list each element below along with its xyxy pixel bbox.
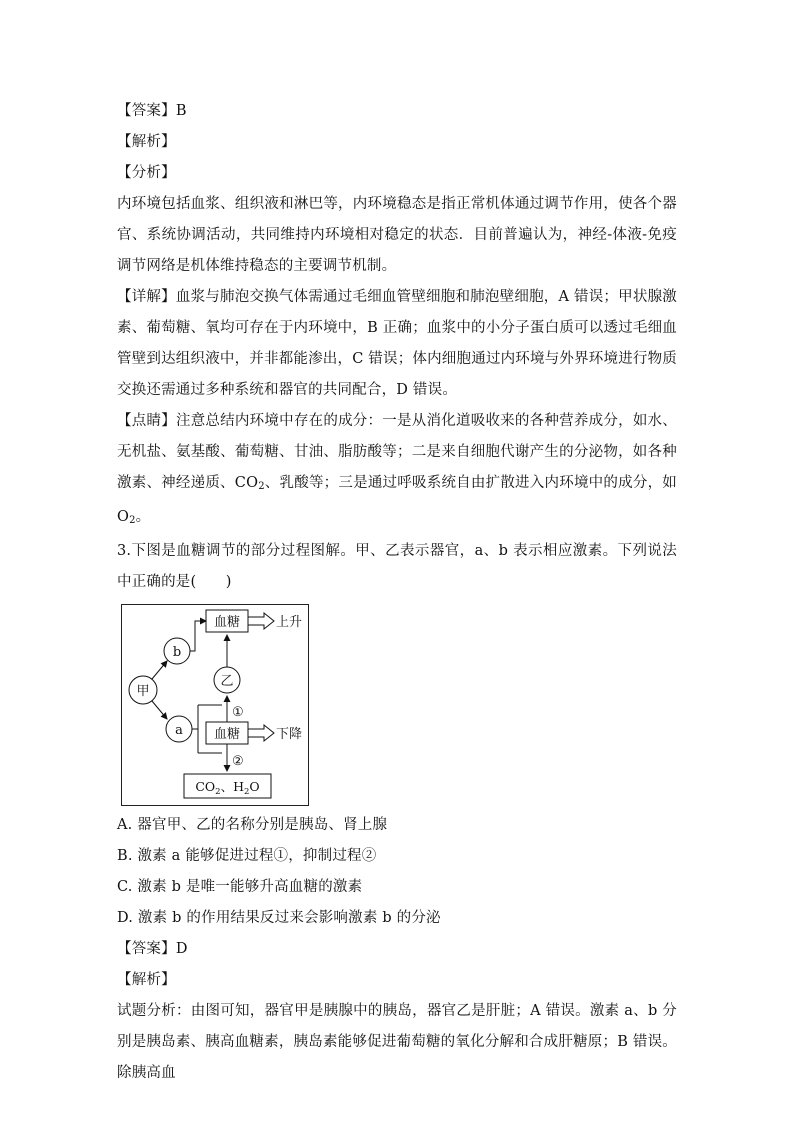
- q3-analysis-text: 试题分析：由图可知，器官甲是胰腺中的胰岛，器官乙是肝脏；A 错误。激素 a、b 分别是胰岛素、胰高血糖素，胰岛素能够促进葡萄糖的氧化分解和合成肝糖原；B 错误。除胰高血: [117, 1003, 677, 1081]
- text-node-a: a: [175, 723, 183, 738]
- arrow-jia-to-a: [152, 701, 167, 719]
- text-products-h2o-sub: 2: [243, 787, 250, 797]
- dianjing-co2-sub: 2: [258, 481, 265, 492]
- q3-answer-value: D: [175, 941, 188, 957]
- analysis-heading: 【解析】: [117, 134, 176, 150]
- text-products-co2-sub: 2: [215, 787, 221, 797]
- dianjing-text-2: 、乳酸等；三是通过呼吸系统自由扩散进入内环境中的成分，如 O: [117, 475, 677, 525]
- text-up: 上升: [276, 615, 303, 630]
- text-products-o: O: [249, 779, 260, 794]
- dianjing-text-1: 注意总结内环境中存在的成分：一是从消化道吸收来的各种营养成分，如水、无机盐、氨基酸、葡萄糖、甘油、脂肪酸等；二是来自细胞代谢产生的分泌物，如各种激素、神经递质、: [117, 413, 677, 491]
- option-b: B. 激素 a 能够促进过程①，抑制过程②: [117, 848, 377, 864]
- text-node-jia: 甲: [136, 684, 150, 699]
- text-process-2: ②: [232, 754, 244, 769]
- q3-answer-tag: 【答案】: [117, 941, 176, 957]
- text-box-mid: 血糖: [213, 727, 241, 742]
- dianjing-paragraph: [117, 406, 677, 536]
- text-products: [195, 779, 259, 797]
- blood-sugar-diagram: [121, 604, 309, 806]
- fenxi-heading: 【分析】: [117, 165, 176, 181]
- q3-analysis-heading: 【解析】: [117, 972, 176, 988]
- answer-line: [117, 96, 677, 127]
- q3-answer-line: [117, 934, 677, 965]
- option-a: A. 器官甲、乙的名称分别是胰岛、肾上腺: [117, 817, 388, 833]
- fenxi-text: 内环境包括血浆、组织液和淋巴等，内环境稳态是指正常机体通过调节作用，使各个器官、系统协调活动，共同维持内环境相对稳定的状态．目前普遍认为，神经-体液-免疫调节网络是机体维持稳态的主要调节机制。: [117, 196, 677, 274]
- text-down: 下降: [276, 727, 303, 742]
- text-products-sep: 、H: [220, 779, 244, 794]
- xiangjie-text: 血浆与肺泡交换气体需通过毛细血管壁细胞和肺泡壁细胞，A 错误；甲状腺激素、葡萄糖、氧均可存在于内环境中，B 正确；血浆中的小分子蛋白质可以透过毛细血管壁到达组织液中，并非都能渗出，C 错误；体内细胞通过内环境与外界环境进行物质交换还需通过多种系统和器官的共同配合，D 错误。: [117, 289, 678, 398]
- document-page: [117, 96, 677, 1089]
- arrow-b-to-top-box: [190, 621, 206, 651]
- hollow-arrow-up: [248, 613, 274, 629]
- option-c: C. 激素 b 是唯一能够升高血糖的激素: [117, 879, 363, 895]
- dianjing-text-3: 。: [135, 509, 151, 525]
- xiangjie-tag: 【详解】: [117, 289, 176, 305]
- dianjing-tag: 【点睛】: [117, 413, 176, 429]
- option-d: D. 激素 b 的作用结果反过来会影响激素 b 的分泌: [117, 910, 441, 926]
- dianjing-o2-sub: 2: [129, 515, 136, 526]
- text-node-b: b: [172, 645, 182, 660]
- text-box-top: 血糖: [213, 615, 241, 630]
- text-process-1: ①: [232, 705, 244, 720]
- answer-tag: 【答案】: [117, 103, 176, 119]
- dianjing-co2: CO: [234, 475, 259, 491]
- arrow-jia-to-b: [152, 661, 167, 679]
- diagram-svg: [122, 605, 308, 805]
- answer-value: B: [175, 103, 187, 119]
- text-products-co2: CO: [195, 779, 216, 794]
- text-node-yi: 乙: [220, 674, 234, 689]
- xiangjie-paragraph: [117, 282, 677, 406]
- hollow-arrow-down: [248, 725, 274, 741]
- question-3-stem: 3.下图是血糖调节的部分过程图解。甲、乙表示器官，a、b 表示相应激素。下列说法中正确的是( ): [117, 543, 677, 590]
